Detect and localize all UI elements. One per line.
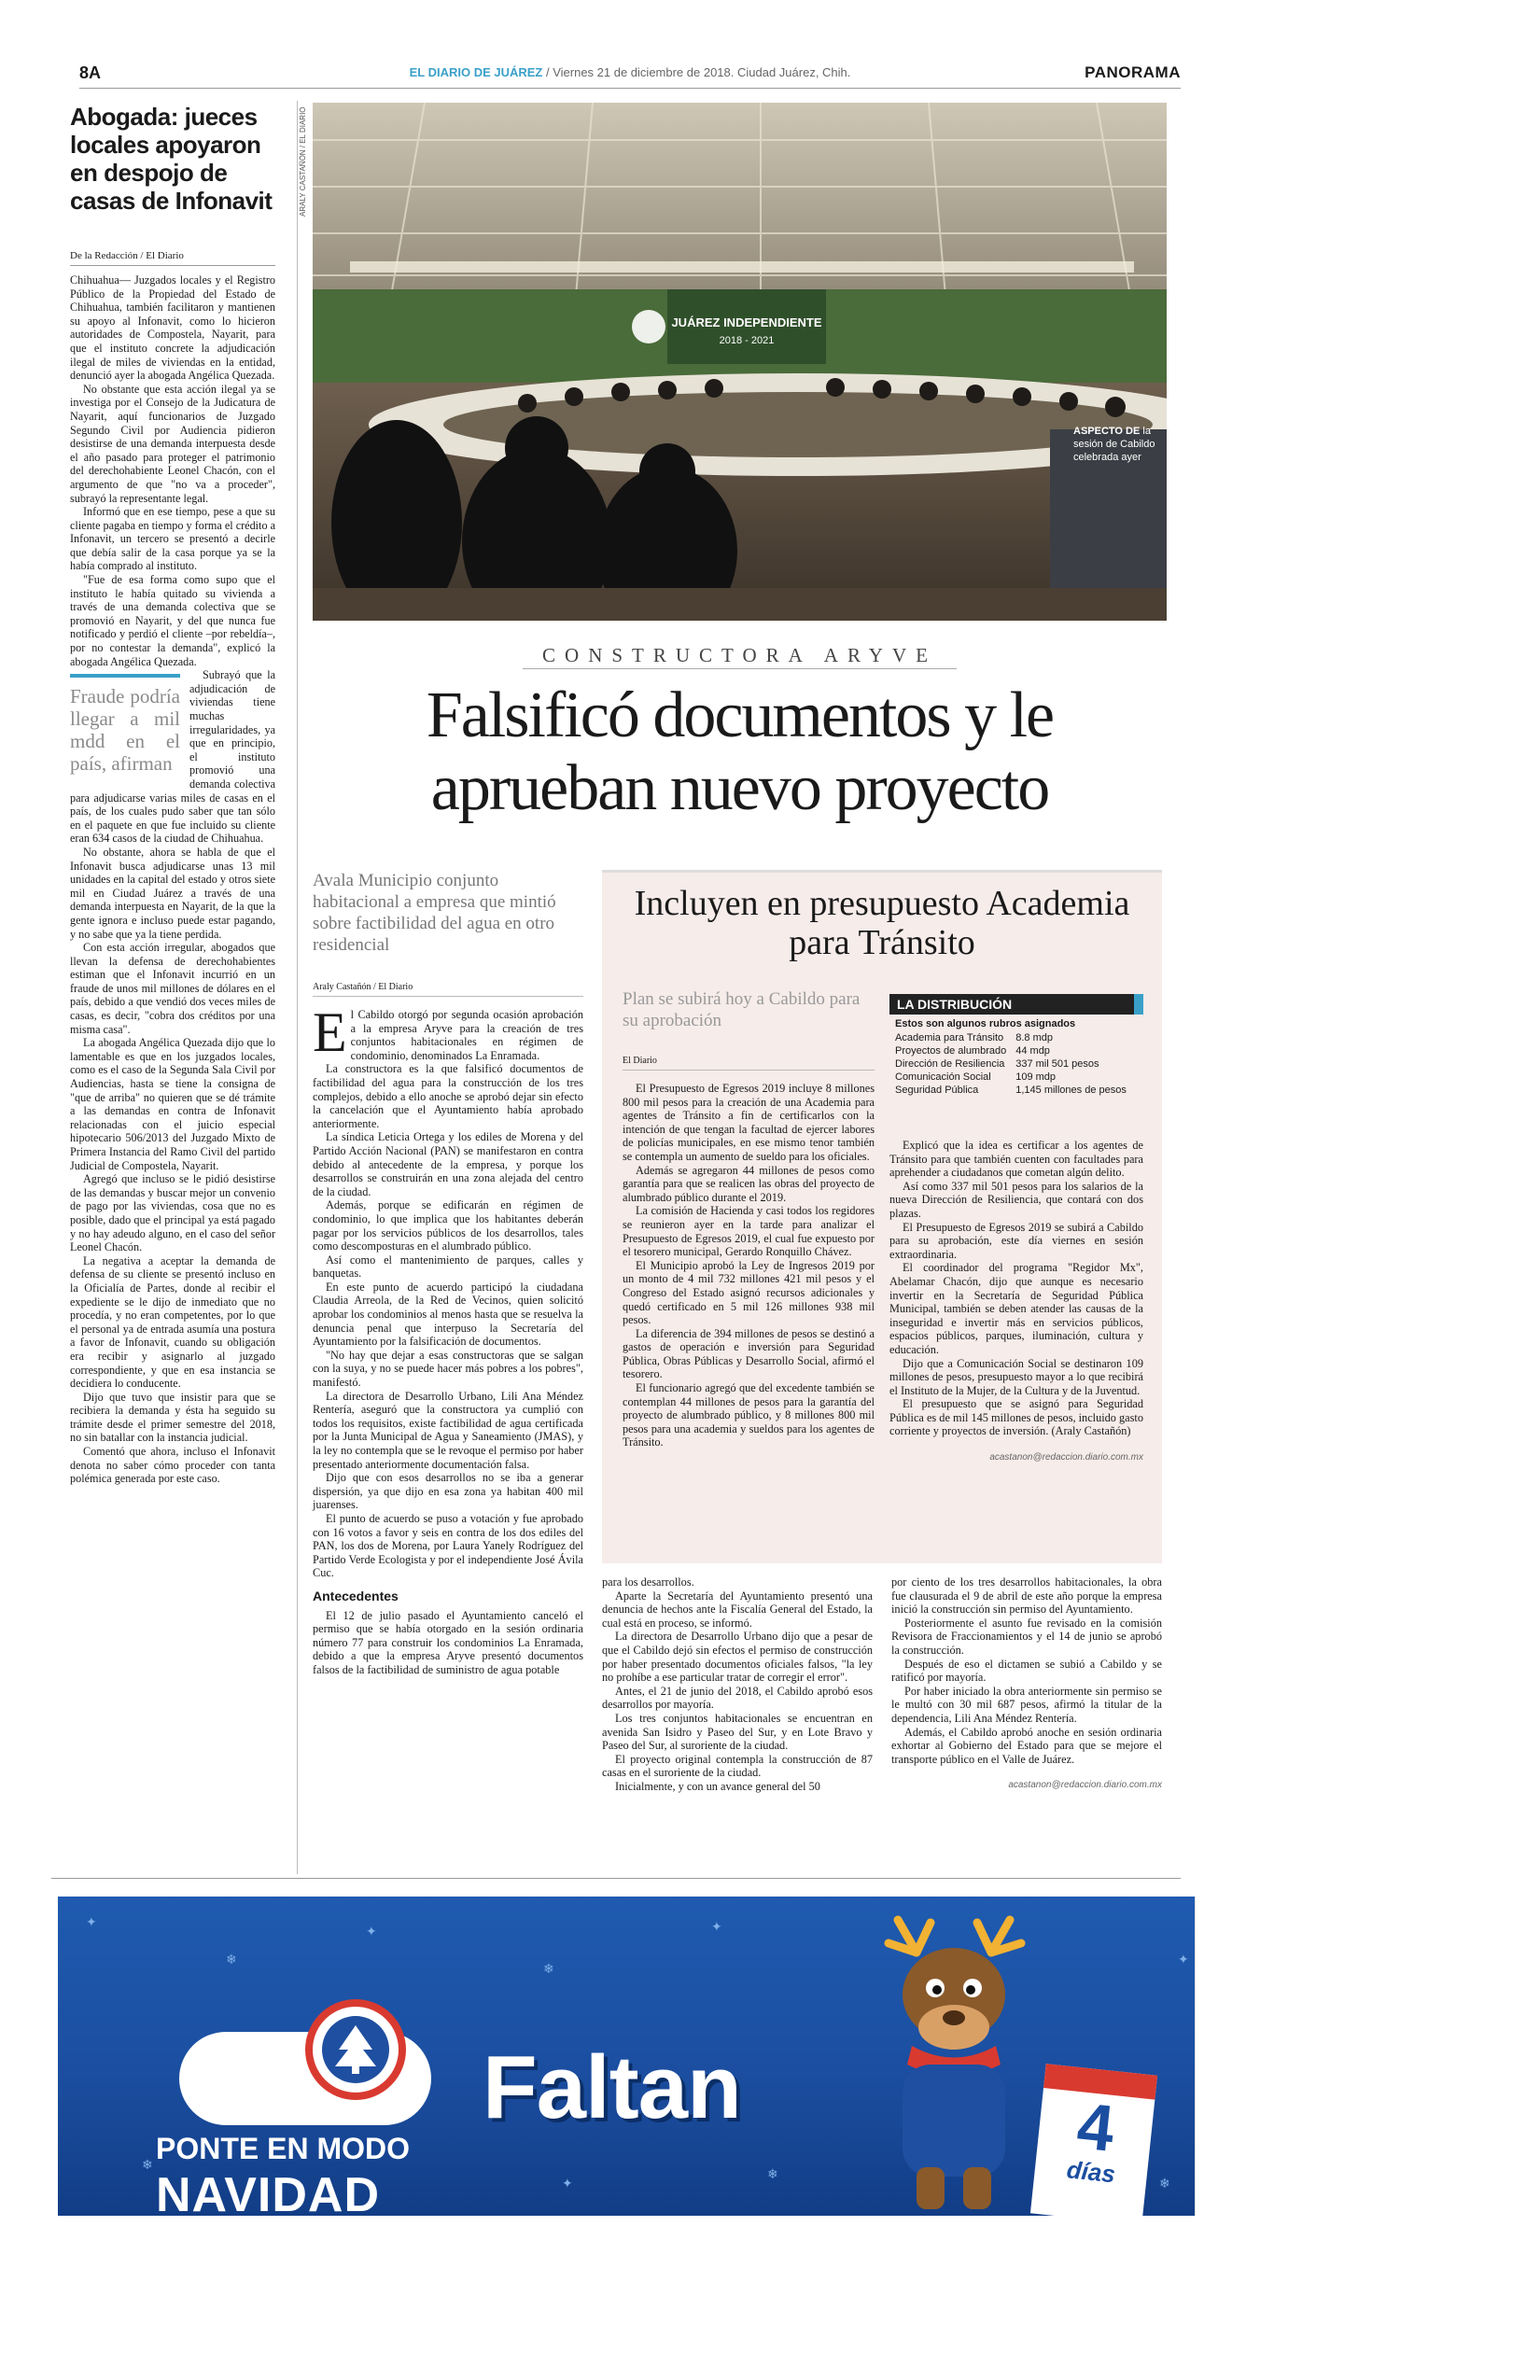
- main-paragraph: El 12 de julio pasado el Ayuntamiento canceló el permiso que se había otorgado en la sesión ordinaria número 77 para construir los condominios La Enramada, debido a que la empresa Aryve presentó documentos falsos de la factibilidad de suministro de agua potable: [313, 1608, 583, 1676]
- caption-text: la sesión de Cabildo celebrada ayer: [1073, 426, 1155, 463]
- sidebar-byline: El Diario: [623, 1056, 875, 1071]
- main-column-3: [891, 1575, 1162, 1793]
- main-paragraph: Además, el Cabildo aprobó anoche en sesión ordinaria exhortar al Gobierno del Estado para que se mejore el transporte público en el Valle de Juárez.: [891, 1725, 1162, 1766]
- main-byline: Araly Castañón / El Diario: [313, 982, 583, 997]
- photo-caption: [1073, 425, 1167, 464]
- main-paragraph: El punto de acuerdo se puso a votación y fue aprobado con 16 votos a favor y seis en contra de los dos ediles del PAN, los dos de Morena, por Laura Yanely Rodríguez del Partido Verde Ecologista y por el independiente José Ávila Cuc.: [313, 1511, 583, 1580]
- tree-logo-icon: [305, 1999, 406, 2100]
- main-paragraph: La directora de Desarrollo Urbano, Lili Ana Méndez Rentería, aseguró que la constructora ya cumplió con todos los requisitos, existe factibilidad de agua certificada por la Junta Municipal de Agua y Saneamiento (JMAS), y la ley no contempla que se le revoque el permiso por haber presentado anteriormente documentación falsa.: [313, 1389, 583, 1471]
- left-paragraph: Dijo que tuvo que insistir para que se recibiera la demanda y ésta ha seguido su trámite desde el primer semestre del 2018, no sin batallar con la instancia judicial.: [70, 1390, 275, 1445]
- left-paragraph: Informó que en ese tiempo, pese a que su cliente pagaba en tiempo y forma el crédito a Infonavit, un tercero se presentó a decirle que debía salir de la casa porque ya se la había comprado al instituto.: [70, 505, 275, 573]
- left-body: [70, 273, 275, 1486]
- header-rule: [79, 88, 1181, 89]
- banner-text-2: 2018 - 2021: [719, 335, 775, 346]
- left-paragraph: La negativa a aceptar la demanda de defensa de su cliente se presentó incluso en la Oficialía de Partes, donde al recibir el expediente se le dijo de inmediato que no procedía, y no eran competentes, por lo que el personal ya de entrada asumía una postura a favor de Infonavit, cuando su obligación era recibir y asignarlo al juzgado correspondiente, y que en esa instancia se decidiera lo conducente.: [70, 1253, 275, 1391]
- photo-credit: ARALY CASTAÑÓN / EL DIARIO: [299, 106, 307, 217]
- row-label: Comunicación Social: [895, 1071, 991, 1083]
- sidebar-headline: Incluyen en presupuesto Academia para Tránsito: [634, 884, 1130, 962]
- main-paragraph: Por haber iniciado la obra anteriormente sin permiso se le multó con 30 mil 687 pesos, afirmó la titular de la dependencia, Lili Ana Méndez Rentería.: [891, 1684, 1162, 1725]
- main-column-1: [313, 1001, 583, 1677]
- row-label: Proyectos de alumbrado: [895, 1045, 1007, 1057]
- left-paragraph: Agregó que incluso se le pidió desistirse de las demandas y buscar mejor un convenio de pago por las viviendas, cosa que no es posible, dado que el principal ya está pagado y no hay adeudo alguno, en el caso del señor Leonel Chacón.: [70, 1172, 275, 1254]
- distribution-rows: [895, 1031, 1136, 1097]
- distribution-title: LA DISTRIBUCIÓN: [889, 994, 1143, 1015]
- page-number: 8A: [79, 63, 102, 82]
- tree-icon: [322, 2016, 389, 2083]
- header-dateline-group: [79, 65, 1181, 79]
- row-value: 337 mil 501 pesos: [1015, 1058, 1099, 1070]
- table-row: [895, 1057, 1136, 1071]
- page-header: [79, 60, 1181, 88]
- main-paragraph: "No hay que dejar a esas constructoras que se salgan con la suya, y no se puede hacer más pobres a los pobres", manifestó.: [313, 1348, 583, 1390]
- sidebar-paragraph: Además se agregaron 44 millones de pesos como garantía para que se realicen las obras del proyecto de alumbrado público durante el 2019.: [623, 1163, 875, 1204]
- main-paragraph: Inicialmente, y con un avance general del 50: [615, 1779, 820, 1793]
- main-paragraph: Antes, el 21 de junio del 2018, el Cabildo aprobó esos desarrollos por mayoría.: [602, 1684, 873, 1712]
- row-label: Dirección de Resiliencia: [895, 1058, 1005, 1070]
- main-deck: Avala Municipio conjunto habitacional a empresa que mintió sobre factibilidad del agua en otro residencial: [313, 871, 556, 955]
- dateline: / Viernes 21 de diciembre de 2018. Ciudad Juárez, Chih.: [542, 65, 851, 79]
- table-row: [895, 1084, 1136, 1097]
- sidebar-box: [602, 870, 1162, 1563]
- paper-name: EL DIARIO DE JUÁREZ: [409, 65, 543, 79]
- main-paragraph: para los desarrollos.: [602, 1575, 694, 1589]
- left-paragraph: Comentó que ahora, incluso el Infonavit denota no saber cómo proceder con tanta polémica generada por este caso.: [70, 1445, 275, 1486]
- main-paragraph: Posteriormente el asunto fue revisado en la comisión Revisora de Fraccionamientos y el 14 de junio se aprobó la construcción.: [891, 1616, 1162, 1657]
- left-story: [70, 103, 275, 1876]
- left-paragraph: Con esta acción irregular, abogados que llevan la defensa de derechohabientes estiman que el Infonavit incurrió en un fraude de unos mil millones de dólares en el país, debido a que vendió dos veces miles de casas, es decir, "cobra dos créditos por una misma casa".: [70, 941, 275, 1036]
- main-paragraph: La constructora es la que falsificó documentos de factibilidad del agua para la construcción de los tres complejos, debido a ello anoche se aprobó dejar sin efecto la cancelación que el Ayuntamiento había aprobado anteriormente.: [313, 1062, 583, 1130]
- sidebar-paragraph: El coordinador del programa "Regidor Mx", Abelamar Chacón, dijo que aunque es necesario invertir en la Secretaría de Seguridad Pública Municipal, también se deben atender las causas de la inseguridad e invertir más en servicios públicos, espacios públicos, parques, iluminación, cultura y educación.: [889, 1261, 1143, 1356]
- left-paragraph: "Fue de esa forma como supo que el instituto le había quitado su vivienda a través de una demanda colectiva que se promovió en Nayarit, y del que nunca fue notificado y perdió el cliente –por rebeldía–, por no contestar la demanda", explicó la abogada Angélica Quezada.: [70, 573, 275, 668]
- row-value: 44 mdp: [1015, 1045, 1050, 1057]
- main-paragraph: Además, porque se edificarán en régimen de condominio, lo que implica que los habitantes deberán pagar por los servicios públicos de los desarrollos, tales como descomposturas en el alumbrado público.: [313, 1198, 583, 1253]
- author-email[interactable]: acastanon@redaccion.diario.com.mx: [1008, 1780, 1162, 1791]
- lead-paragraph: [313, 1001, 583, 1063]
- left-paragraph: La abogada Angélica Quezada dijo que lo lamentable es que en los juzgados locales, como es el caso de la Segunda Sala Civil por Audiencias, hasta se tiene la consigna de "que de arriba" no quieren que se dé trámite a las demandas en contra de Infonavit relacionadas con el juicio especial hipotecario 506/2013 del Juzgado Mixto de Primera Instancia del Ramo Civil del partido Judicial de Compostela, Nayarit.: [70, 1036, 275, 1172]
- row-value: 1,145 millones de pesos: [1015, 1085, 1127, 1096]
- sidebar-paragraph: El Municipio aprobó la Ley de Ingresos 2019 por un monto de 4 mil 732 millones 421 mil pesos y el Congreso del Estado asignó recursos adicionales y quedó certificado en 5 mil 126 millones 938 mil pesos.: [623, 1258, 875, 1327]
- table-row: [895, 1044, 1136, 1057]
- section-name: PANORAMA: [1085, 63, 1181, 81]
- main-headline: Falsificó documentos y le aprueban nuevo proyecto: [426, 679, 1054, 824]
- caption-lead: ASPECTO DE: [1073, 426, 1141, 437]
- story-kicker: CONSTRUCTORA ARYVE: [542, 644, 937, 666]
- days-unit: días: [1065, 2155, 1117, 2189]
- christmas-ad[interactable]: ✦ ❄ ✦ ❄ ✦ ❄ ✦ ❄ ✦ ❄ PONTE EN MODO NAVIDAD Faltan 4 días: [58, 1897, 1232, 2216]
- sidebar-email[interactable]: acastanon@redaccion.diario.com.mx: [989, 1452, 1143, 1463]
- ad-line-2: NAVIDAD: [156, 2168, 381, 2216]
- bottom-rule: [51, 1878, 1181, 1879]
- main-paragraph: Dijo que con esos desarrollos no se iba a generar dispersión, ya que dijo en esa zona ya habitan 400 mil juarenses.: [313, 1471, 583, 1512]
- column-rule: [297, 101, 298, 1874]
- lead-text: l Cabildo otorgó por segunda ocasión aprobación a la empresa Aryve para la creación de tres conjuntos habitacionales en régimen de condominio, denominados La Enramada.: [350, 1008, 583, 1062]
- council-session-photo: [313, 103, 1167, 621]
- row-value: 8.8 mdp: [1015, 1032, 1053, 1043]
- kicker-rule: [523, 668, 957, 669]
- main-paragraph: La directora de Desarrollo Urbano dijo que a pesar de que el Cabildo dejó sin efectos el permiso de construcción por haber presentado documentos oficiales falsos, "la ley no prohíbe a ese particular tratar de corregir el error".: [602, 1630, 873, 1685]
- left-paragraph: No obstante, ahora se habla de que el Infonavit busca adjudicarse unas 13 mil unidades en la capital del estado y otros siete mil en Ciudad Juárez a través de una demanda interpuesta en Nayarit, de la que la gente ignora e incluso puede estar pagando, y no sabe que ya la tiene perdida.: [70, 845, 275, 941]
- subhead: Antecedentes: [313, 1588, 399, 1603]
- left-paragraph: Chihuahua— Juzgados locales y el Registro Público de la Propiedad del Estado de Chihuahua, también facilitaron y mantienen su apoyo al Infonavit, como lo hicieron autoridades de Compostela, Nayarit, para que el instituto concrete la adjudicación ilegal de miles de viviendas en la entidad, denunció ayer la abogada Angélica Quezada.: [70, 273, 275, 383]
- left-pull-quote: Fraude podría llegar a mil mdd en el país, afirman: [70, 674, 180, 775]
- left-byline: De la Redacción / El Diario: [70, 250, 275, 266]
- sidebar-paragraph: Así como 337 mil 501 pesos para los salarios de la nueva Dirección de Resiliencia, que contará con dos plazas.: [889, 1179, 1143, 1220]
- main-paragraph: Así como el mantenimiento de parques, calles y banquetas.: [313, 1253, 583, 1281]
- sidebar-paragraph: El funcionario agregó que del excedente también se contemplan 44 millones de pesos para la garantía del proyecto de alumbrado público, y 8 millones 800 mil pesos para una academia y sueldos para los agentes de Tránsito.: [623, 1381, 875, 1449]
- left-headline: Abogada: jueces locales apoyaron en despojo de casas de Infonavit: [70, 103, 273, 215]
- left-paragraph: No obstante que esta acción ilegal ya se investiga por el Consejo de la Judicatura de Nayarit, aquí funcionarios de Juzgado Segundo Civil por Audiencia pidieron desistirse de una demanda interpuesta desde el año pasado para proteger el patrimonio del derechohabiente Leonel Chacón, con el argumento de que "no va a proceder", subrayó la representante legal.: [70, 382, 275, 505]
- table-row: [895, 1071, 1136, 1084]
- main-paragraph: por ciento de los tres desarrollos habitacionales, la obra fue clausurada el 9 de abril de este año porque la empresa inició la construcción sin permiso del Ayuntamiento.: [891, 1575, 1162, 1617]
- distribution-table: [889, 994, 1143, 1097]
- sidebar-paragraph: El Presupuesto de Egresos 2019 incluye 8 millones 800 mil pesos para la creación de una Academia para agentes de Tránsito a fin de certificarlos con la intención de que tengan la facultad de ejercer labores de policías municipales, en ese mismo tenor también se contempla un aumento de sueldo para los oficiales.: [623, 1082, 875, 1163]
- sidebar-paragraph: El presupuesto que se asignó para Seguridad Pública es de mil 145 millones de pesos, incluido gasto corriente y proyectos de inversión. (Araly Castañón): [889, 1397, 1143, 1438]
- main-paragraph: El proyecto original contempla la construcción de 87 casas en el suroriente de la ciudad.: [602, 1752, 873, 1780]
- main-paragraph: Aparte la Secretaría del Ayuntamiento presentó una denuncia de hechos ante la Fiscalía General del Estado, la cual está en proceso, se informó.: [602, 1589, 873, 1630]
- drop-cap: E: [313, 1001, 347, 1063]
- row-label: Seguridad Pública: [895, 1085, 979, 1096]
- main-paragraph: La síndica Leticia Ortega y los ediles de Morena y del Partido Acción Nacional (PAN) se manifestaron en contra debido al antecedente de la empresa, y porque los desarrollos se construirán en una zona alejada del centro de la ciudad.: [313, 1130, 583, 1198]
- ad-side-strip: [1195, 1897, 1233, 2216]
- ad-main-word: Faltan: [483, 2037, 741, 2137]
- calendar-page-icon: [1030, 2064, 1157, 2216]
- sidebar-column-1: [623, 1082, 875, 1449]
- main-column-2: [602, 1575, 873, 1794]
- main-paragraph: Los tres conjuntos habitacionales se encuentran en avenida San Isidro y Paseo del Sur, y en Lote Bravo y Paseo del Sur, al suroriente de la ciudad.: [602, 1711, 873, 1753]
- sidebar-deck: Plan se subirá hoy a Cabildo para su aprobación: [623, 989, 861, 1030]
- sidebar-paragraph: Explicó que la idea es certificar a los agentes de Tránsito para que también cuenten con facultades para aprehender a ciudadanos que cometan algún delito.: [889, 1139, 1143, 1180]
- main-paragraph: Después de eso el dictamen se subió a Cabildo y se ratificó por mayoría.: [891, 1657, 1162, 1685]
- sidebar-paragraph: El Presupuesto de Egresos 2019 se subirá a Cabildo para su aprobación, este día viernes en sesión extraordinaria.: [889, 1220, 1143, 1261]
- ad-line-1: PONTE EN MODO: [156, 2132, 411, 2165]
- table-row: [895, 1031, 1136, 1044]
- days-count: 4: [1073, 2089, 1118, 2165]
- photo-illustration: [313, 103, 1167, 621]
- main-paragraph: En este punto de acuerdo participó la ciudadana Claudia Arreola, de la Red de Vecinos, quien solicitó aprobar los condominios al menos hasta que se resuelva la denuncia penal que interpuso la Secretaría del Ayuntamiento por la falsificación de documentos.: [313, 1280, 583, 1349]
- row-value: 109 mdp: [1015, 1071, 1057, 1083]
- distribution-subtitle: Estos son algunos rubros asignados: [895, 1018, 1076, 1029]
- sidebar-paragraph: La diferencia de 394 millones de pesos se destinó a gastos de operación e inversión para Seguridad Pública, Obras Públicas y Desarrollo Social, afirmó el tesorero.: [623, 1326, 875, 1381]
- sidebar-paragraph: Dijo que a Comunicación Social se destinaron 109 millones de pesos, presupuesto mayor a lo que recibirá el Instituto de la Mujer, de la Cultura y de la Juventud.: [889, 1356, 1143, 1397]
- reindeer-mascot-icon: [861, 1915, 1057, 2214]
- sidebar-column-2: [889, 1139, 1143, 1465]
- row-label: Academia para Tránsito: [895, 1032, 1004, 1043]
- left-paragraph: Subrayó que la adjudicación de viviendas tiene muchas irregularidades, ya que en principio, el instituto promovió una demanda colectiva para adjudicarse varias miles de casas en el país, de los cuales pudo saber que tan sólo en el paquete en que fue incluido su cliente eran 634 casos de la ciudad de Chihuahua.: [70, 668, 275, 846]
- banner-text-1: JUÁREZ INDEPENDIENTE: [671, 315, 822, 329]
- sidebar-paragraph: La comisión de Hacienda y casi todos los regidores se reunieron ayer en la tarde para analizar el Presupuesto de Egresos 2019, el cual fue expuesto por el tesorero municipal, Gerardo Ronquillo Chávez.: [623, 1204, 875, 1259]
